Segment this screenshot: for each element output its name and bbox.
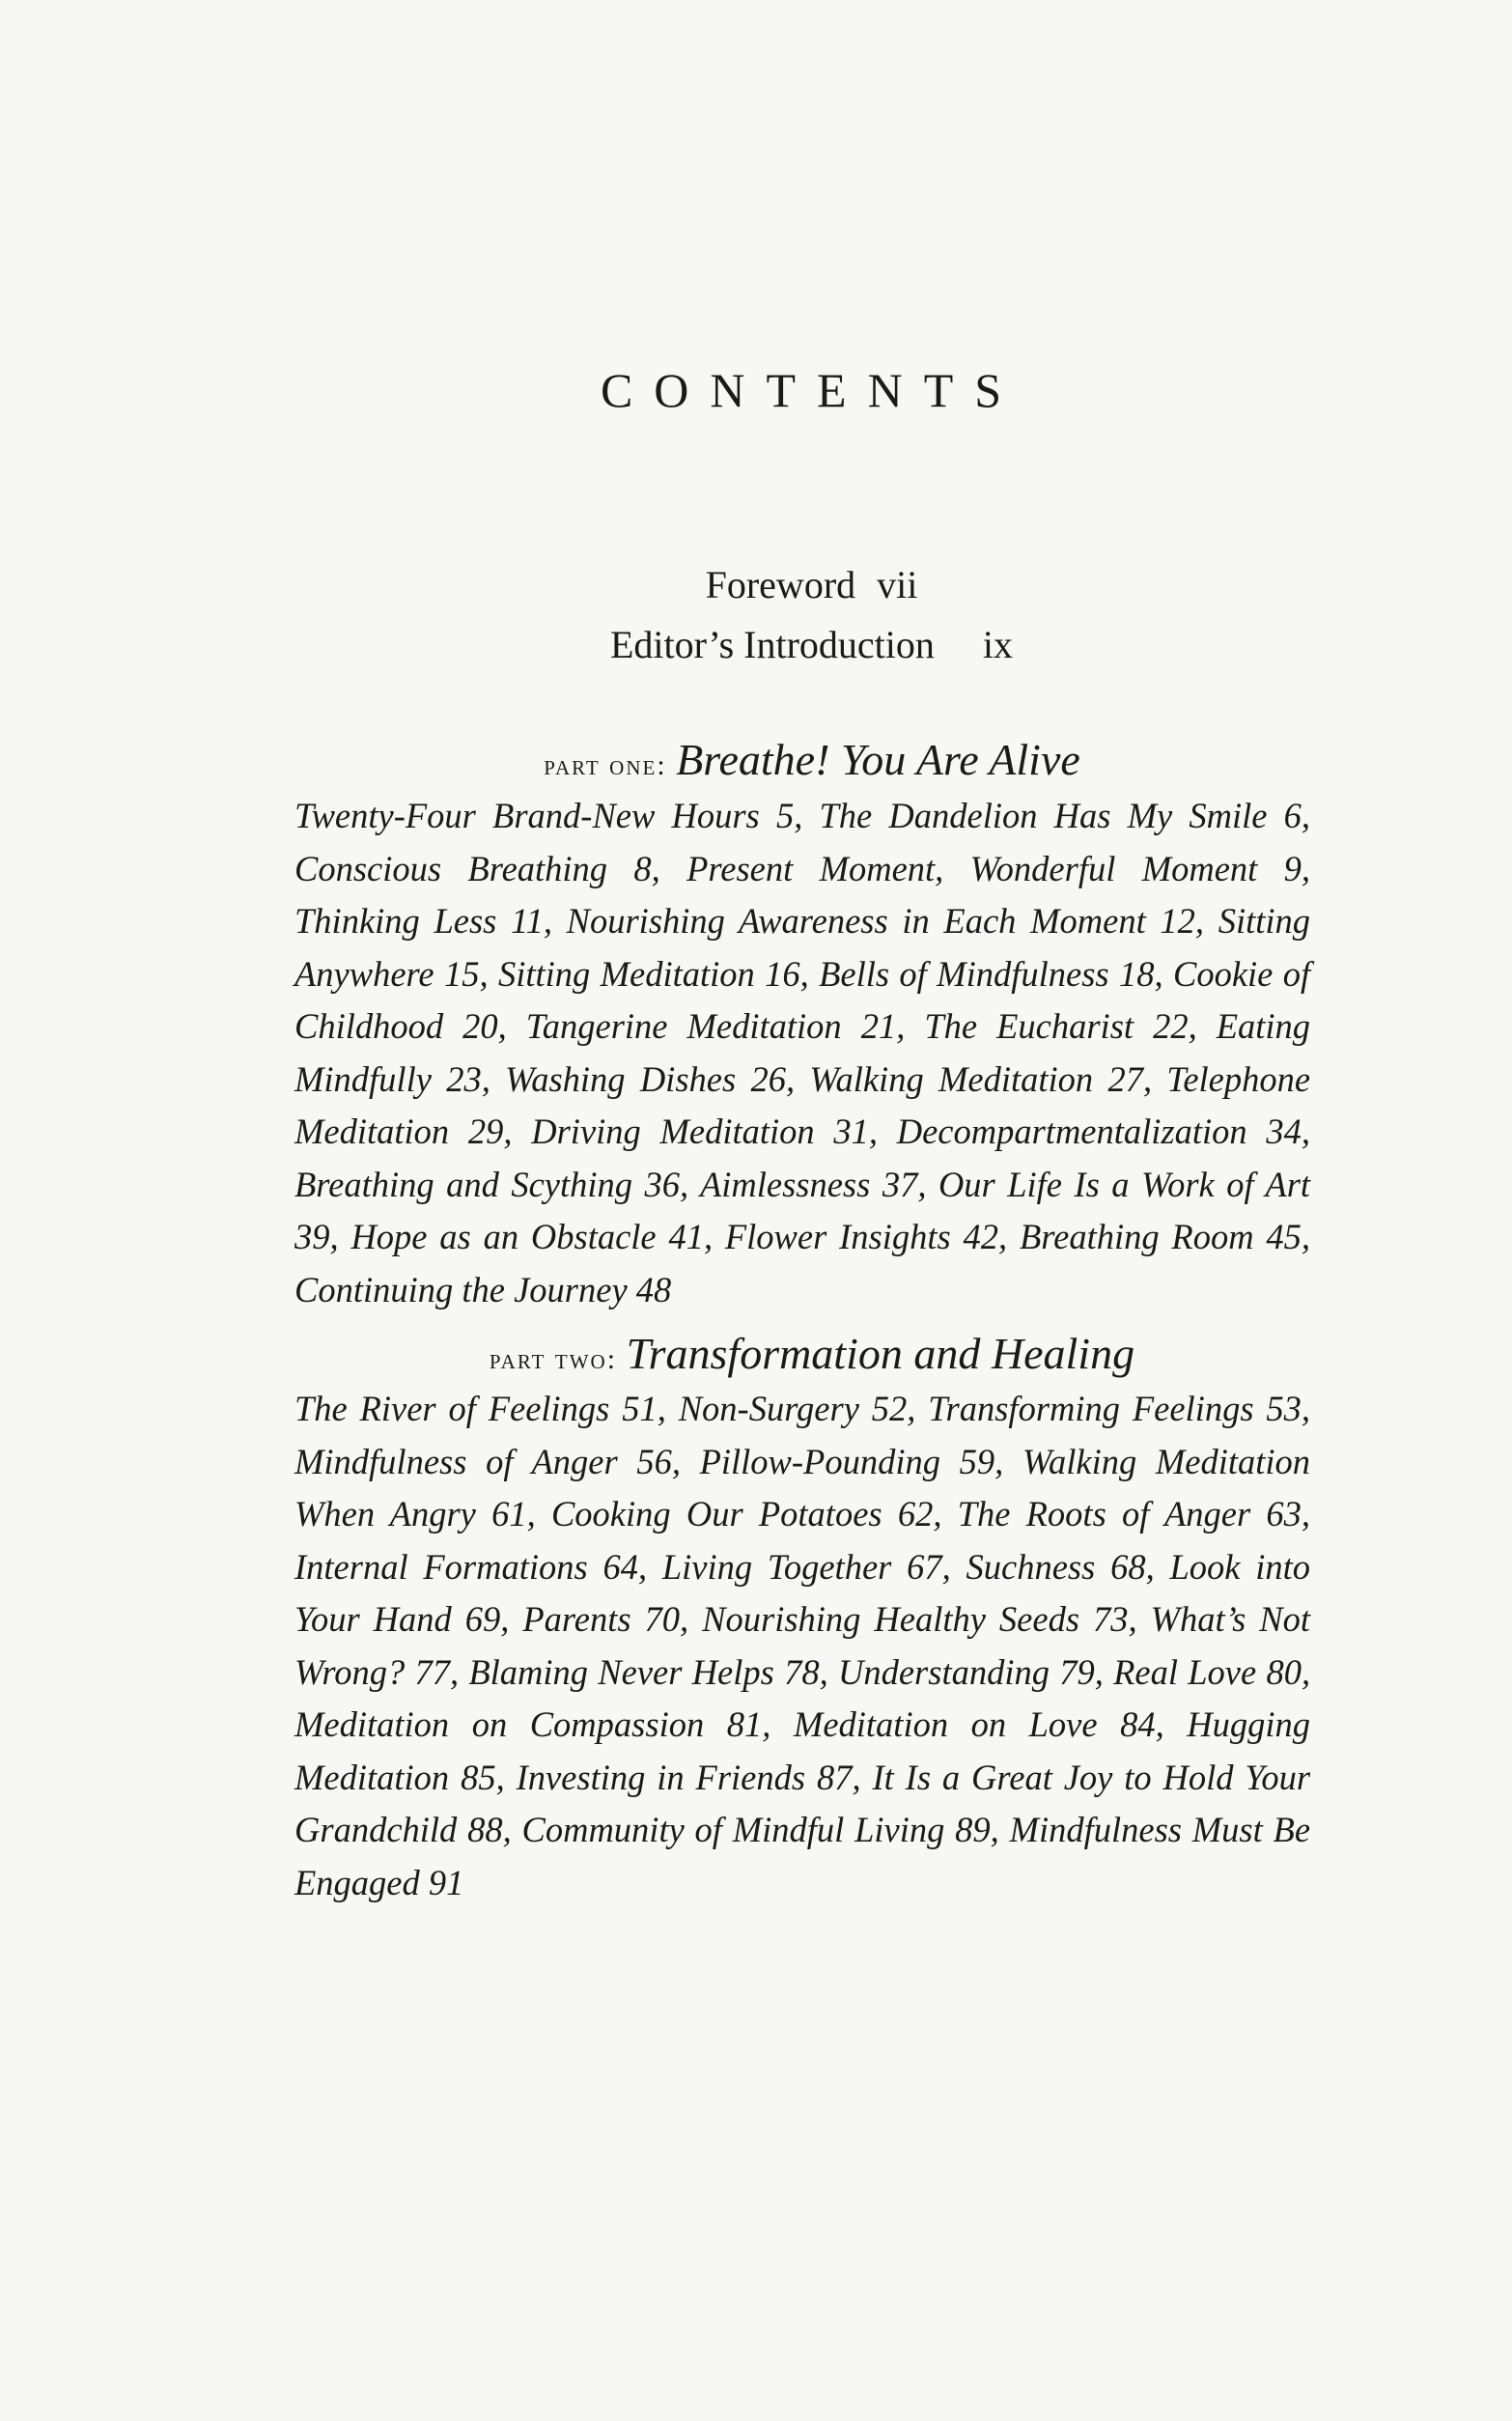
toc-entry bbox=[294, 1389, 658, 1428]
front-matter-page: ix bbox=[982, 623, 1013, 666]
toc-entry-title: Tangerine Meditation bbox=[525, 1006, 842, 1046]
toc-entry-page: 22 bbox=[1153, 1006, 1189, 1046]
toc-entry bbox=[809, 1059, 1143, 1099]
toc-entry-title: Real Love bbox=[1113, 1651, 1257, 1692]
toc-entry-page: 12 bbox=[1160, 901, 1195, 941]
toc-entry-title: Parents bbox=[522, 1599, 631, 1639]
toc-entry-title: Continuing the Journey bbox=[294, 1269, 628, 1309]
toc-entry bbox=[662, 1547, 942, 1587]
toc-entry-title: Eating Mindfully bbox=[294, 1006, 1311, 1099]
toc-entry-title: Cooking Our Potatoes bbox=[550, 1494, 882, 1534]
toc-entry-title: Living Together bbox=[661, 1546, 892, 1587]
toc-entry-title: Nourishing Healthy Seeds bbox=[702, 1599, 1080, 1639]
toc-entry-title: Breathing Room bbox=[1019, 1217, 1254, 1256]
toc-entry-page: 36 bbox=[644, 1164, 680, 1204]
front-matter-list bbox=[0, 555, 1512, 675]
toc-entry-page: 34 bbox=[1266, 1112, 1302, 1151]
toc-entry bbox=[725, 1217, 998, 1256]
toc-entry-title: The Roots of Anger bbox=[957, 1494, 1251, 1534]
toc-entry-title: Flower Insights bbox=[724, 1217, 951, 1256]
part-label: part one: bbox=[544, 749, 667, 781]
toc-entry-page: 79 bbox=[1059, 1651, 1095, 1692]
toc-entry bbox=[498, 954, 800, 994]
toc-entry bbox=[838, 1652, 1095, 1692]
part-label: part two: bbox=[489, 1343, 618, 1375]
toc-entry-page: 89 bbox=[955, 1810, 991, 1849]
toc-entry bbox=[966, 1547, 1146, 1587]
toc-entry bbox=[468, 1652, 819, 1692]
part-entries: The River of Feelings 51, Non-Surgery 52, Transforming Feelings 53, Mindfulness of Anger 56, Pillow-Pounding 59, Walking Meditation When Angry 61, Cooking Our Potatoes 62, The Roots of Anger 63, Internal Formations 64, Living Together 67, Suchness 68, Look into Your Hand 69, Parents 70, Nourishing Healthy Seeds 73, What’s Not Wrong? 77, Blaming Never Helps 78, Understanding 79, Real Love 80, Meditation on Compassion 81, Meditation on Love 84, Hugging Meditation 85, Investing in Friends 87, It Is a Great Joy to Hold Your Grandchild 88, Community of Mindful Living 89, Mindfulness Must Be Engaged 91 bbox=[294, 1389, 1311, 1902]
toc-entry-title: Meditation on Compassion bbox=[294, 1704, 705, 1744]
toc-entry bbox=[819, 796, 1301, 835]
front-matter-title: Foreword bbox=[705, 563, 856, 606]
toc-entry bbox=[686, 849, 1302, 888]
toc-entry-page: 69 bbox=[464, 1599, 501, 1639]
toc-entry bbox=[526, 1006, 896, 1046]
toc-entry-page: 73 bbox=[1093, 1599, 1129, 1639]
toc-entry bbox=[294, 849, 652, 888]
part-entries: Twenty-Four Brand-New Hours 5, The Dandelion Has My Smile 6, Conscious Breathing 8, Present Moment, Wonderful Moment 9, Thinking Less 11, Nourishing Awareness in Each Moment 12, Sitting Anywhere 15, Sitting Meditation 16, Bells of Mindfulness 18, Cookie of Childhood 20, Tangerine Meditation 21, The Eucharist 22, Eating Mindfully 23, Washing Dishes 26, Walking Meditation 27, Telephone Meditation 29, Driving Meditation 31, Decompartmentalization 34, Breathing and Scything 36, Aimlessness 37, Our Life Is a Work of Art 39, Hope as an Obstacle 41, Flower Insights 42, Breathing Room 45, Continuing the Journey 48 bbox=[294, 796, 1311, 1309]
toc-entry-title: Internal Formations bbox=[294, 1546, 588, 1587]
toc-entry-title: Twenty-Four Brand-New Hours bbox=[294, 796, 760, 835]
front-matter-item bbox=[111, 615, 1512, 675]
toc-entry bbox=[700, 1165, 917, 1204]
toc-entry-page: 23 bbox=[446, 1058, 482, 1099]
toc-entry-title: Nourishing Awareness in Each Moment bbox=[566, 901, 1146, 941]
toc-entry-title: Look into Your Hand bbox=[294, 1546, 1311, 1639]
toc-entry-page: 45 bbox=[1266, 1217, 1302, 1256]
toc-entry bbox=[702, 1599, 1128, 1639]
toc-entry-page: 41 bbox=[668, 1217, 704, 1256]
front-matter-title: Editor’s Introduction bbox=[609, 623, 935, 666]
toc-entry-title: Cookie of Childhood bbox=[294, 953, 1311, 1046]
toc-entry-page: 8 bbox=[633, 848, 652, 888]
toc-entry bbox=[294, 1270, 671, 1309]
part-title: Breathe! You Are Alive bbox=[676, 735, 1080, 784]
toc-entry-page: 85 bbox=[461, 1757, 496, 1797]
toc-entry-title: Walking Meditation When Angry bbox=[294, 1441, 1311, 1534]
toc-entry-page: 77 bbox=[414, 1651, 450, 1692]
toc-entry-page: 18 bbox=[1118, 953, 1155, 994]
toc-entry-title: Community of Mindful Living bbox=[521, 1810, 945, 1849]
toc-entry-page: 80 bbox=[1266, 1651, 1302, 1692]
front-matter-page: vii bbox=[877, 563, 918, 606]
toc-entry-title: Sitting Anywhere bbox=[294, 901, 1311, 994]
toc-entry-title: Suchness bbox=[966, 1546, 1096, 1587]
toc-entry bbox=[294, 1442, 672, 1481]
toc-entry-title: Non-Surgery bbox=[678, 1389, 859, 1428]
toc-entry bbox=[924, 1006, 1188, 1046]
toc-entry-page: 31 bbox=[833, 1112, 869, 1151]
toc-entry bbox=[517, 1758, 853, 1797]
toc-entry-page: 6 bbox=[1283, 796, 1302, 835]
toc-entry-title: Thinking Less bbox=[294, 901, 497, 941]
toc-entry bbox=[567, 901, 1195, 941]
toc-entry bbox=[700, 1442, 995, 1481]
toc-entry-title: Telephone Meditation bbox=[294, 1058, 1311, 1151]
toc-entry-page: 59 bbox=[959, 1441, 995, 1481]
toc-entry-title: Sitting Meditation bbox=[497, 953, 755, 994]
toc-entry-page: 62 bbox=[897, 1494, 934, 1534]
toc-entry-title: It Is a Great Joy to Hold Your Grandchild bbox=[294, 1757, 1311, 1849]
toc-entry-title: Transforming Feelings bbox=[928, 1389, 1254, 1428]
toc-entry bbox=[294, 1704, 762, 1744]
toc-entry-title: The River of Feelings bbox=[294, 1389, 610, 1428]
page-title: CONTENTS bbox=[600, 363, 1023, 417]
toc-entry-page: 70 bbox=[644, 1599, 681, 1639]
toc-entry-title: Understanding bbox=[837, 1651, 1050, 1692]
toc-entry-page: 84 bbox=[1120, 1704, 1156, 1744]
toc-entry-title: What’s Not Wrong? bbox=[294, 1599, 1311, 1692]
toc-entry bbox=[531, 1112, 869, 1151]
toc-entry-page: 21 bbox=[860, 1006, 897, 1046]
toc-entry-title: Driving Meditation bbox=[531, 1112, 815, 1151]
toc-entry-page: 39 bbox=[294, 1217, 330, 1256]
toc-entry-title: The Dandelion Has My Smile bbox=[819, 796, 1268, 835]
toc-entry-page: 51 bbox=[622, 1389, 658, 1428]
toc-entry-page: 78 bbox=[784, 1651, 820, 1692]
toc-entry bbox=[958, 1494, 1302, 1534]
toc-entry-title: Walking Meditation bbox=[809, 1058, 1094, 1099]
toc-entry-page: 48 bbox=[635, 1269, 672, 1309]
toc-entry bbox=[928, 1389, 1302, 1428]
toc-entry-page: 26 bbox=[750, 1058, 786, 1099]
toc-entry bbox=[1113, 1652, 1302, 1692]
toc-entry-page: 81 bbox=[726, 1704, 763, 1744]
toc-entry bbox=[1020, 1217, 1302, 1256]
toc-entry bbox=[505, 1059, 786, 1099]
toc-entry bbox=[794, 1704, 1156, 1744]
toc-entry-page: 53 bbox=[1266, 1389, 1302, 1428]
toc-entry-page: 61 bbox=[491, 1494, 527, 1534]
toc-entry-title: Aimlessness bbox=[699, 1164, 871, 1204]
toc-entry-title: Pillow-Pounding bbox=[699, 1441, 940, 1481]
toc-entry-page: 88 bbox=[467, 1810, 503, 1849]
toc-entry-title: Breathing and Scything bbox=[294, 1164, 633, 1204]
toc-entry-page: 56 bbox=[636, 1441, 672, 1481]
toc-entry-page: 16 bbox=[765, 953, 800, 994]
toc-entry bbox=[294, 901, 544, 941]
toc-entry-page: 15 bbox=[443, 953, 480, 994]
toc-entry bbox=[294, 796, 794, 835]
toc-entry-page: 68 bbox=[1110, 1546, 1146, 1587]
toc-entry-page: 5 bbox=[775, 796, 795, 835]
toc-entry-title: Investing in Friends bbox=[516, 1757, 806, 1797]
toc-entry-title: Washing Dishes bbox=[505, 1058, 737, 1099]
toc-entry-title: Blaming Never Helps bbox=[468, 1651, 774, 1692]
toc-entry-page: 52 bbox=[871, 1389, 908, 1428]
toc-entry-page: 42 bbox=[963, 1217, 999, 1256]
toc-entry-title: Present Moment, Wonderful Moment bbox=[686, 848, 1258, 888]
part-title: Transformation and Healing bbox=[626, 1329, 1135, 1378]
toc-entry-title: Mindfulness of Anger bbox=[294, 1441, 618, 1481]
toc-entry-title: Bells of Mindfulness bbox=[819, 953, 1109, 994]
toc-entry-page: 37 bbox=[882, 1164, 918, 1204]
toc-entry-page: 11 bbox=[511, 901, 544, 941]
toc-entry-page: 91 bbox=[428, 1862, 464, 1902]
toc-entry-page: 63 bbox=[1266, 1494, 1302, 1534]
toc-entry-title: Decompartmentalization bbox=[896, 1112, 1247, 1151]
toc-entry-page: 64 bbox=[602, 1546, 638, 1587]
toc-entry bbox=[522, 1599, 680, 1639]
part-header bbox=[0, 1328, 1512, 1379]
part-header bbox=[0, 734, 1512, 785]
toc-entry bbox=[294, 1165, 680, 1204]
toc-entry bbox=[521, 1810, 990, 1849]
toc-entry-page: 67 bbox=[907, 1546, 942, 1587]
toc-entry bbox=[819, 954, 1154, 994]
toc-entry bbox=[350, 1217, 704, 1256]
toc-entry-title: Our Life Is a Work of Art bbox=[938, 1164, 1311, 1204]
toc-entry-page: 27 bbox=[1107, 1058, 1143, 1099]
toc-entry bbox=[551, 1494, 933, 1534]
toc-entry bbox=[679, 1389, 908, 1428]
toc-entry-title: Conscious Breathing bbox=[294, 848, 608, 888]
toc-entry-page: 9 bbox=[1283, 848, 1302, 888]
front-matter-item bbox=[111, 555, 1512, 615]
toc-entry-title: Hope as an Obstacle bbox=[350, 1217, 657, 1256]
toc-entry-title: The Eucharist bbox=[924, 1006, 1134, 1046]
toc-entry-title: Meditation on Love bbox=[793, 1704, 1098, 1744]
toc-entry-title: Mindfulness Must Be Engaged bbox=[294, 1810, 1311, 1902]
toc-entry bbox=[897, 1112, 1302, 1151]
toc-entry-page: 20 bbox=[462, 1006, 498, 1046]
toc-entry-page: 29 bbox=[467, 1112, 504, 1151]
toc-entry-title: Hugging Meditation bbox=[294, 1704, 1311, 1797]
toc-entry bbox=[294, 1547, 638, 1587]
toc-entry-page: 87 bbox=[816, 1757, 853, 1797]
